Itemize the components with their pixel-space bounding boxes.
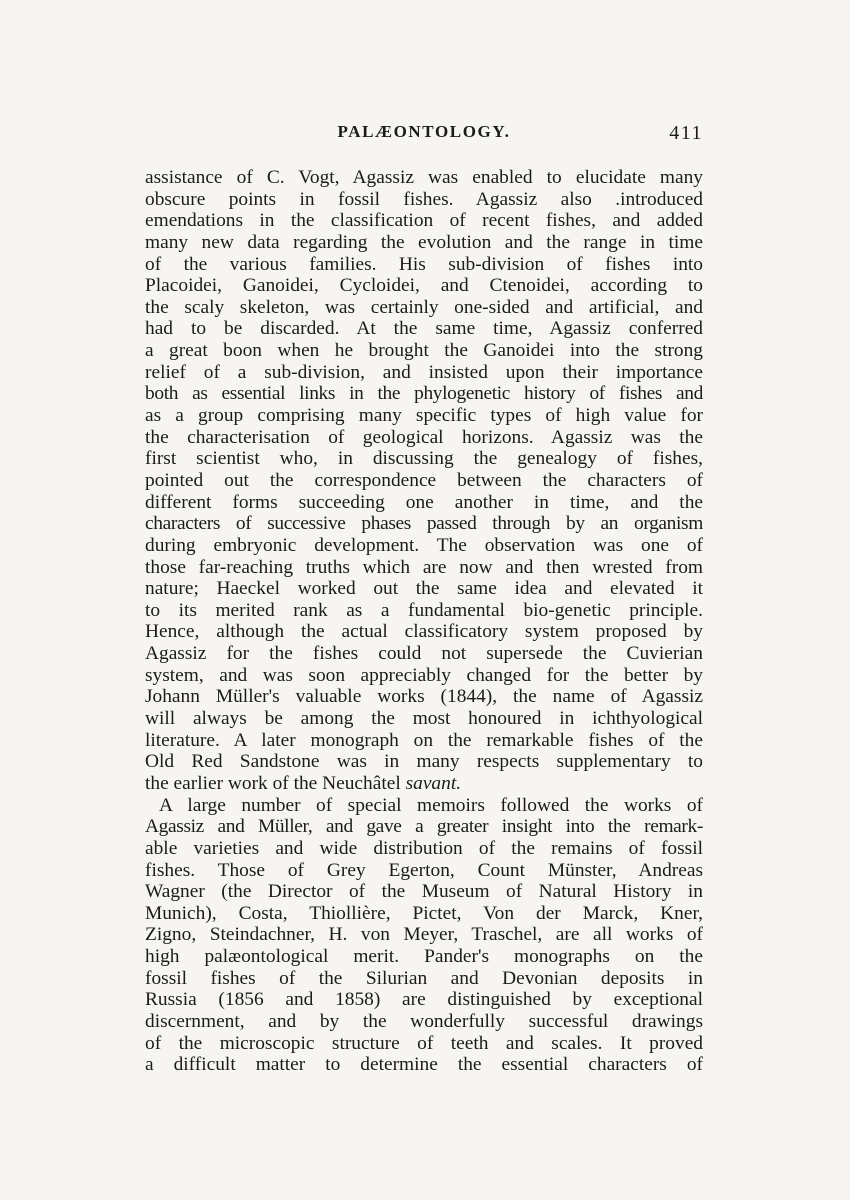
text-line: to its merited rank as a fundamental bio-genetic principle. <box>145 599 703 621</box>
text-line: pointed out the correspondence between the characters of <box>145 469 703 491</box>
text-fragment: the earlier work of the Neuchâtel <box>145 772 406 794</box>
text-line: able varieties and wide distribution of the remains of fossil <box>145 837 703 859</box>
text-line: Munich), Costa, Thiollière, Pictet, Von der Marck, Kner, <box>145 902 703 924</box>
text-line: those far-reaching truths which are now and then wrested from <box>145 556 703 578</box>
text-line: A large number of special memoirs followed the works of <box>159 794 703 816</box>
text-line: Wagner (the Director of the Museum of Natural History in <box>145 881 703 903</box>
text-line: Johann Müller's valuable works (1844), the name of Agassiz <box>145 686 703 708</box>
text-line: system, and was soon appreciably changed for the better by <box>145 664 703 686</box>
text-line: emendations in the classification of recent fishes, and added <box>145 210 703 232</box>
text-line: literature. A later monograph on the remarkable fishes of the <box>145 729 703 751</box>
text-line: discernment, and by the wonderfully successful drawings <box>145 1010 703 1032</box>
text-line: characters of successive phases passed through by an organism <box>145 513 703 535</box>
text-line: obscure points in fossil fishes. Agassiz also .introduced <box>145 188 703 210</box>
text-line: a great boon when he brought the Ganoidei into the strong <box>145 340 703 362</box>
running-title: PALÆONTOLOGY. <box>337 122 511 141</box>
text-line: Agassiz and Müller, and gave a greater insight into the remark- <box>145 816 703 838</box>
text-line: the scaly skeleton, was certainly one-sided and artificial, and <box>145 296 703 318</box>
text-line: had to be discarded. At the same time, Agassiz conferred <box>145 318 703 340</box>
page-number: 411 <box>669 122 703 144</box>
text-line: Hence, although the actual classificatory system proposed by <box>145 621 703 643</box>
text-line: assistance of C. Vogt, Agassiz was enabled to elucidate many <box>145 167 703 188</box>
text-line: Old Red Sandstone was in many respects supplementary to <box>145 751 703 773</box>
text-line: as a group comprising many specific types of high value for <box>145 405 703 427</box>
text-line: Agassiz for the fishes could not supersede the Cuvierian <box>145 643 703 665</box>
text-line: fishes. Those of Grey Egerton, Count Münster, Andreas <box>145 859 703 881</box>
text-line: a difficult matter to determine the essential characters of <box>145 1054 703 1076</box>
text-line: relief of a sub-division, and insisted upon their importance <box>145 361 703 383</box>
text-line: fossil fishes of the Silurian and Devonian deposits in <box>145 967 703 989</box>
text-line: first scientist who, in discussing the genealogy of fishes, <box>145 448 703 470</box>
text-line: Russia (1856 and 1858) are distinguished by exceptional <box>145 989 703 1011</box>
text-line <box>145 773 703 795</box>
text-line: both as essential links in the phylogenetic history of fishes and <box>145 383 703 405</box>
text-line: Placoidei, Ganoidei, Cycloidei, and Ctenoidei, according to <box>145 275 703 297</box>
body-text <box>145 167 703 1076</box>
text-line: of the various families. His sub-division of fishes into <box>145 253 703 275</box>
text-line: high palæontological merit. Pander's monographs on the <box>145 946 703 968</box>
text-line: will always be among the most honoured in ichthyological <box>145 708 703 730</box>
text-line: different forms succeeding one another in time, and the <box>145 491 703 513</box>
text-line: Zigno, Steindachner, H. von Meyer, Traschel, are all works of <box>145 924 703 946</box>
text-line: nature; Haeckel worked out the same idea and elevated it <box>145 578 703 600</box>
italic-word: savant. <box>405 772 462 794</box>
text-line: during embryonic development. The observation was one of <box>145 534 703 556</box>
text-line: many new data regarding the evolution and the range in time <box>145 231 703 253</box>
text-line: of the microscopic structure of teeth and scales. It proved <box>145 1032 703 1054</box>
running-head <box>145 122 703 148</box>
text-line: the characterisation of geological horizons. Agassiz was the <box>145 426 703 448</box>
